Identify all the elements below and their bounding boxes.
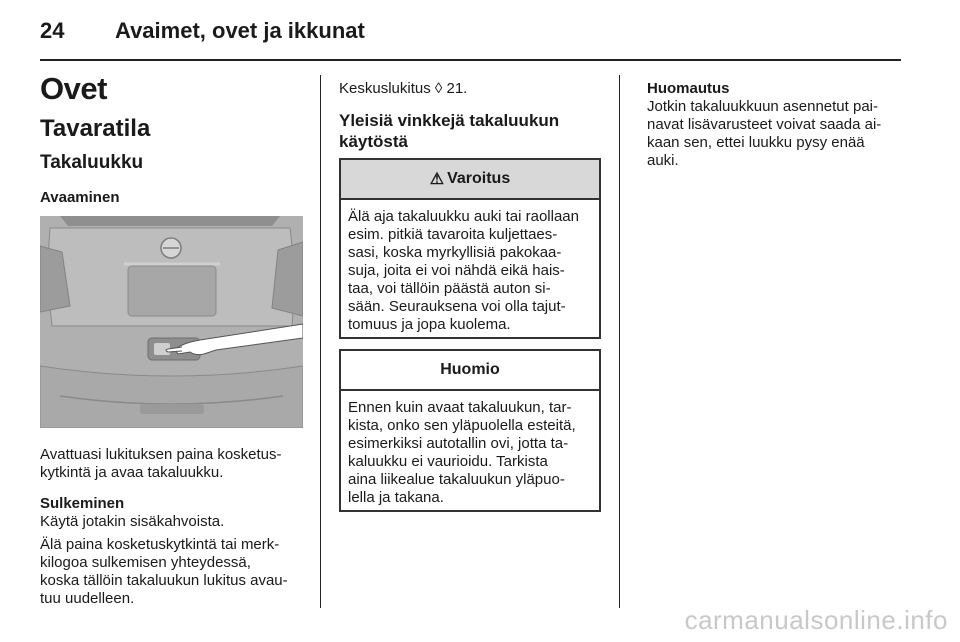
column-divider-1 [320, 75, 321, 608]
warning-box [339, 158, 601, 339]
chapter-title: Avaimet, ovet ja ikkunat [115, 18, 365, 43]
column-divider-2 [619, 75, 620, 608]
heading-line: Yleisiä vinkkejä takaluukun [339, 111, 560, 130]
warning-body [341, 200, 599, 342]
opening-text [40, 446, 315, 482]
text-line: Ennen kuin avaat takaluukun, tar- [348, 399, 572, 416]
warning-header [341, 160, 599, 200]
text-line: aina liikealue takaluukun yläpuo- [348, 471, 565, 488]
central-lock-reference [339, 80, 467, 98]
text-line: kytkintä ja avaa takaluukku. [40, 464, 224, 481]
note-heading: Huomautus [647, 80, 730, 97]
tailgate-illustration [40, 216, 303, 428]
section-title-ovet: Ovet [40, 71, 107, 106]
text-line: koska tällöin takaluukun lukitus avau- [40, 572, 288, 589]
text-line: Käytä jotakin sisäkahvoista. [40, 513, 225, 530]
section-title-takaluukku: Takaluukku [40, 152, 144, 173]
subheading-opening: Avaaminen [40, 189, 120, 206]
text-line: kilogoa sulkemisen yhteydessä, [40, 554, 251, 571]
text-line: esimerkiksi autotallin ovi, jotta ta- [348, 435, 569, 452]
text-line: Älä aja takaluukku auki tai raollaan [348, 208, 579, 225]
closing-text-2 [40, 536, 318, 608]
caution-body [341, 391, 599, 515]
text-line: navat lisävarusteet voivat saada ai- [647, 116, 882, 133]
text-line: sasi, koska myrkyllisiä pakokaa- [348, 244, 562, 261]
header-rule [40, 59, 901, 61]
closing-text [40, 513, 315, 531]
warning-title: Varoitus [447, 170, 511, 187]
caution-box [339, 349, 601, 512]
heading-line: käytöstä [339, 132, 408, 151]
text-line: kista, onko sen yläpuolella esteitä, [348, 417, 576, 434]
text-line: Älä paina kosketuskytkintä tai merk- [40, 536, 280, 553]
subheading-closing: Sulkeminen [40, 495, 125, 512]
reference-label: Keskuslukitus [339, 80, 431, 97]
tips-heading [339, 110, 559, 152]
text-line: lella ja takana. [348, 489, 444, 506]
reference-page: 21. [446, 80, 468, 97]
text-line: sään. Seurauksena voi olla tajut- [348, 298, 566, 315]
page-ref-icon: ◊ [434, 80, 443, 97]
note-block [647, 80, 907, 170]
text-line: kaan sen, ettei luukku pysy enää [647, 134, 865, 151]
text-line: tuu uudelleen. [40, 590, 135, 607]
caution-header [341, 351, 599, 391]
caution-title: Huomio [440, 361, 500, 378]
warning-icon: ⚠ [429, 171, 445, 188]
text-line: auki. [647, 152, 679, 169]
text-line: esim. pitkiä tavaroita kuljettaes- [348, 226, 558, 243]
text-line: tomuus ja jopa kuolema. [348, 316, 511, 333]
text-line: kaluukku ei vaurioidu. Tarkista [348, 453, 548, 470]
section-title-tavaratila: Tavaratila [40, 115, 151, 142]
text-line: Jotkin takaluukkuun asennetut pai- [647, 98, 878, 115]
text-line: suja, joita ei voi nähdä eikä hais- [348, 262, 565, 279]
text-line: Avattuasi lukituksen paina kosketus- [40, 446, 282, 463]
watermark: carmanualsonline.info [684, 605, 948, 635]
text-line: taa, voi tällöin päästä auton si- [348, 280, 551, 297]
page-number: 24 [40, 18, 65, 43]
